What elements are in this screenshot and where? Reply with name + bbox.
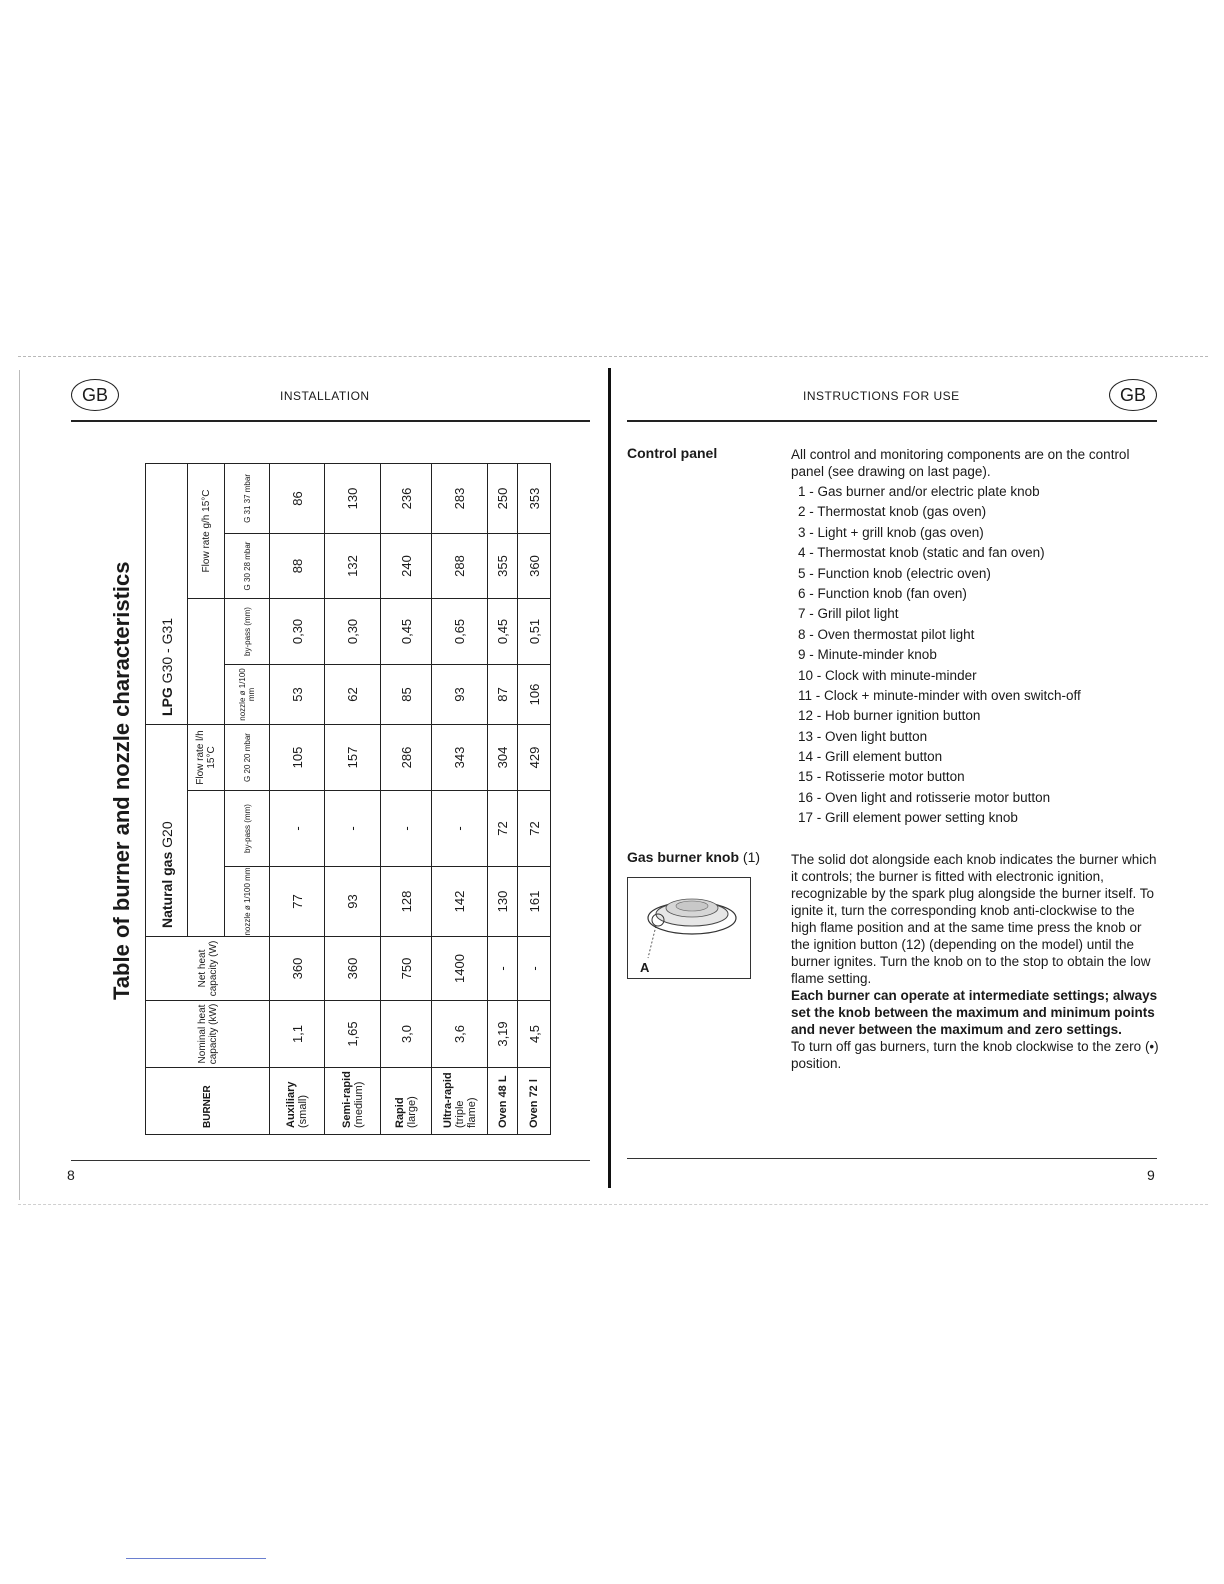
ng-nozzle-value: 161	[518, 867, 551, 937]
list-item: 14 - Grill element button	[798, 749, 943, 765]
ng-nozzle-value: 93	[325, 867, 381, 937]
net-value: 360	[325, 937, 381, 1001]
ng-nozzle-value: 130	[488, 867, 518, 937]
page-number-left: 8	[67, 1167, 75, 1183]
gas-knob-label	[627, 849, 760, 865]
table-row	[270, 399, 325, 1134]
burner-header: BURNER	[146, 1068, 270, 1135]
gas-knob-text	[791, 851, 1161, 1072]
nominal-value: 3,19	[488, 1001, 518, 1068]
g20-value: 304	[488, 724, 518, 790]
nominal-header: Nominal heat capacity (kW)	[146, 1001, 270, 1068]
g31-value: 283	[432, 463, 488, 533]
list-item: 17 - Grill element power setting knob	[798, 810, 1018, 826]
gb-badge-right: GB	[1109, 379, 1157, 411]
list-item: 1 - Gas burner and/or electric plate knob	[798, 484, 1040, 499]
lpg-nozzle-value: 87	[488, 664, 518, 724]
footer-rule-left	[71, 1160, 590, 1161]
lpg-bypass-header: by-pass (mm)	[225, 598, 270, 664]
scan-edge-top	[18, 356, 1208, 357]
nominal-value: 3,6	[432, 1001, 488, 1068]
list-item: 12 - Hob burner ignition button	[798, 708, 981, 724]
nominal-value: 3,0	[381, 1001, 432, 1068]
lpg-bypass-value: 0,30	[325, 598, 381, 664]
g20-value: 105	[270, 724, 325, 790]
ng-bypass-value: -	[432, 791, 488, 867]
list-item: 6 - Function knob (fan oven)	[798, 585, 967, 601]
natural-gas-code: G20	[158, 821, 175, 848]
gas-knob-paragraph-2: To turn off gas burners, turn the knob clockwise to the zero (•) position.	[791, 1039, 1159, 1071]
lpg-bypass-value: 0,45	[488, 598, 518, 664]
lpg-flow-header: Flow rate g/h 15°C	[188, 463, 225, 598]
g31-value: 130	[325, 463, 381, 533]
g30-value: 360	[518, 533, 551, 598]
net-value: 360	[270, 937, 325, 1001]
ng-bypass-header: by-pass (mm)	[225, 791, 270, 867]
ng-nozzle-value: 142	[432, 867, 488, 937]
burner-name: Oven 48 L	[488, 1068, 518, 1135]
table-row	[488, 399, 518, 1134]
table-title: Table of burner and nozzle characteristics	[109, 561, 134, 1000]
gb-badge-left: GB	[71, 379, 119, 411]
control-panel-label: Control panel	[627, 445, 718, 461]
g30-value: 288	[432, 533, 488, 598]
list-item: 4 - Thermostat knob (static and fan oven)	[798, 545, 1045, 561]
list-item: 16 - Oven light and rotisserie motor button	[798, 789, 1051, 805]
ng-bypass-value: 72	[488, 791, 518, 867]
burner-name: Rapid (large)	[381, 1068, 432, 1135]
g20-value: 157	[325, 724, 381, 790]
table-row	[518, 399, 551, 1134]
burner-name: Oven 72 l	[518, 1068, 551, 1135]
lpg-bypass-value: 0,30	[270, 598, 325, 664]
lpg-nozzle-value: 53	[270, 664, 325, 724]
net-value: -	[488, 937, 518, 1001]
list-item: 13 - Oven light button	[798, 728, 928, 744]
burner-name: Auxiliary (small)	[270, 1068, 325, 1135]
g31-value: 86	[270, 463, 325, 533]
g20-value: 429	[518, 724, 551, 790]
nominal-value: 4,5	[518, 1001, 551, 1068]
nominal-value: 1,1	[270, 1001, 325, 1068]
natural-gas-label: Natural gas	[158, 851, 175, 928]
ng-bypass-value: 72	[518, 791, 551, 867]
lpg-bypass-value: 0,51	[518, 598, 551, 664]
net-header: Net heat capacity (W)	[146, 937, 270, 1001]
net-value: 750	[381, 937, 432, 1001]
list-item: 10 - Clock with minute-minder	[798, 667, 977, 683]
footer-rule-right	[627, 1158, 1157, 1159]
g30-value: 88	[270, 533, 325, 598]
net-value: 1400	[432, 937, 488, 1001]
list-item: 5 - Function knob (electric oven)	[798, 565, 991, 581]
ng-bypass-value: -	[270, 791, 325, 867]
g20-value: 343	[432, 724, 488, 790]
table-body	[270, 399, 551, 1134]
g31-header: G 31 37 mbar	[225, 463, 270, 533]
g30-value: 240	[381, 533, 432, 598]
ng-nozzle-value: 128	[381, 867, 432, 937]
g20-value: 286	[381, 724, 432, 790]
figure-label-a: A	[640, 960, 650, 975]
g30-header: G 30 28 mbar	[225, 533, 270, 598]
gas-knob-label-num: (1)	[742, 849, 761, 865]
g20-header: G 20 20 mbar	[225, 724, 270, 790]
g31-value: 250	[488, 463, 518, 533]
lpg-nozzle-value: 93	[432, 664, 488, 724]
ng-bypass-value: -	[325, 791, 381, 867]
natural-gas-group	[146, 724, 188, 936]
ng-nozzle-value: 77	[270, 867, 325, 937]
table-row	[381, 399, 432, 1134]
lpg-nozzle-value: 106	[518, 664, 551, 724]
net-value: -	[518, 937, 551, 1001]
ng-spacer	[188, 791, 225, 937]
lpg-nozzle-header: nozzle ø 1/100 mm	[225, 664, 270, 724]
gas-knob-warning: Each burner can operate at intermediate settings; always set the knob between the maximum and minimum points and never between the maximum and zero settings.	[791, 988, 1158, 1037]
control-panel-intro: All control and monitoring components are on the control panel (see drawing on last page).	[791, 447, 1130, 479]
lpg-bypass-value: 0,45	[381, 598, 432, 664]
gas-knob-label-text: Gas burner knob	[627, 849, 740, 865]
header-instructions	[803, 387, 960, 404]
list-item: 11 - Clock + minute-minder with oven switch-off	[798, 687, 1081, 703]
lpg-group	[146, 463, 188, 724]
list-item: 15 - Rotisserie motor button	[798, 769, 965, 785]
g31-value: 236	[381, 463, 432, 533]
page-number-right: 9	[1147, 1167, 1155, 1183]
lpg-nozzle-value: 85	[381, 664, 432, 724]
header-installation-text: INSTALLATION	[280, 389, 370, 403]
list-item: 8 - Oven thermostat pilot light	[798, 626, 975, 642]
burner-name: Semi-rapid (medium)	[325, 1068, 381, 1135]
list-item: 7 - Grill pilot light	[798, 606, 899, 622]
g30-value: 132	[325, 533, 381, 598]
lpg-label: LPG	[158, 687, 175, 716]
ng-flow-header: Flow rate l/h 15°C	[188, 724, 225, 790]
table-row	[432, 399, 488, 1134]
header-instructions-text: INSTRUCTIONS FOR USE	[803, 389, 960, 403]
g31-value: 353	[518, 463, 551, 533]
gas-knob-paragraph-1: The solid dot alongside each knob indicates the burner which it controls; the burner is fitted with electronic ignition, recognizable by the spark plug alongside the burner itself. To ignite it, turn the corresponding knob anti-clockwise to the high flame position and at the same time press the knob or the ignition button (12) (depending on the model) until the burner ignites. Turn the knob on to the stop to obtain the low flame setting.	[791, 852, 1157, 986]
table-row	[325, 399, 381, 1134]
header-rule-right	[627, 420, 1157, 422]
list-item: 3 - Light + grill knob (gas oven)	[798, 524, 984, 540]
page-divider	[608, 368, 611, 1188]
control-panel-list	[798, 482, 1158, 829]
ng-nozzle-header: nozzle ø 1/100 mm	[225, 867, 270, 937]
g30-value: 355	[488, 533, 518, 598]
lpg-code: G30 - G31	[158, 617, 175, 684]
list-item: 9 - Minute-minder knob	[798, 647, 937, 663]
lpg-bypass-value: 0,65	[432, 598, 488, 664]
burner-name: Ultra-rapid (triple flame)	[432, 1068, 488, 1135]
scan-mark	[126, 1558, 266, 1559]
lpg-nozzle-value: 62	[325, 664, 381, 724]
burner-nozzle-table	[145, 440, 549, 1135]
list-item: 2 - Thermostat knob (gas oven)	[798, 504, 987, 520]
lpg-spacer	[188, 598, 225, 724]
ng-bypass-value: -	[381, 791, 432, 867]
scan-edge-bottom	[18, 1204, 1208, 1205]
nominal-value: 1,65	[325, 1001, 381, 1068]
page-edge-left	[19, 370, 20, 1200]
